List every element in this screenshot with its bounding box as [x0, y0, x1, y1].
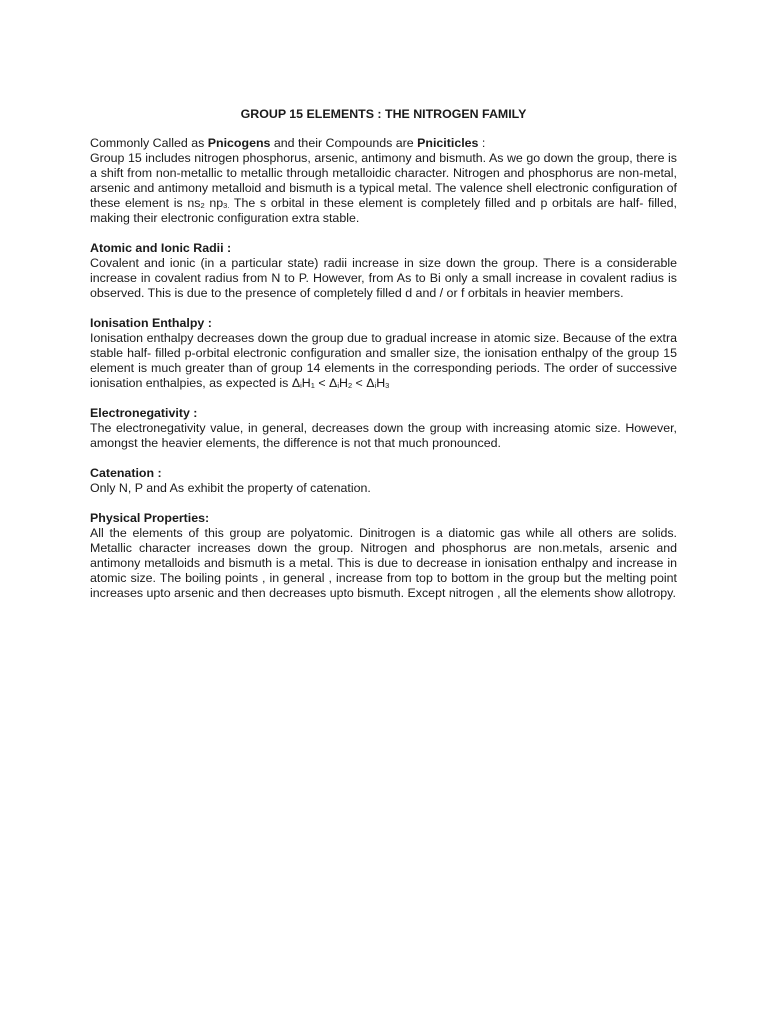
config-subscript-1: 2 [200, 201, 205, 210]
section-electronegativity [90, 406, 677, 451]
delta-symbol: Δ [329, 376, 338, 390]
eq-subscript: 3 [385, 381, 390, 390]
document-title: GROUP 15 ELEMENTS : THE NITROGEN FAMILY [240, 107, 527, 121]
enthalpy-order-equation [292, 376, 389, 390]
section-heading: Electronegativity : [90, 406, 198, 420]
eq-less-than: < [314, 376, 330, 390]
eq-subscript: 2 [347, 381, 353, 390]
intro-term-pniciticles: Pniciticles [417, 136, 479, 150]
intro-term-pnicogens: Pnicogens [207, 136, 271, 150]
section-heading: Physical Properties: [90, 511, 210, 525]
section-heading: Atomic and Ionic Radii : [90, 241, 232, 255]
eq-subscript: i [374, 381, 377, 390]
eq-less-than: < [352, 376, 367, 390]
eq-h: H [376, 376, 386, 390]
section-physical-properties [90, 511, 677, 601]
delta-symbol: Δ [291, 376, 301, 390]
eq-h: H [338, 376, 348, 390]
section-body: Only N, P and As exhibit the property of catenation. [90, 481, 371, 495]
section-body: Covalent and ionic (in a particular state) radii increase in size down the group. There is a considerable increase in covalent radius from N to P. However, from As to Bi only a small increase in covalent radius is observed. This is due to the presence of completely filled d and / or f orbitals in heavier members. [90, 256, 677, 300]
section-body [90, 331, 677, 391]
delta-symbol: Δ [366, 376, 375, 390]
intro-line [90, 136, 677, 151]
section-body: All the elements of this group are polyatomic. Dinitrogen is a diatomic gas while all others are solids. Metallic character increases down the group. Nitrogen and phosphorus are non.metals, arsenic and antimony metalloids and bismuth is a metal. This is due to decrease in ionisation enthalpy and increase in atomic size. The boiling points , in general , increase from top to bottom in the group but the melting point increases upto arsenic and then decreases upto bismuth. Except nitrogen , all the elements show allotropy. [90, 526, 677, 600]
section-heading: Catenation : [90, 466, 162, 480]
overview-text-1: Group 15 includes nitrogen phosphorus, arsenic, antimony and bismuth. As we go down the group, there is a shift from non-metallic to metallic through metalloidic character. Nitrogen and phosphorus are non-metal, arsenic and antimony metalloid and bismuth is a typical metal. The valence shell electronic configuration of these element is ns [90, 151, 677, 210]
config-subscript-2: 3. [223, 201, 230, 210]
eq-subscript: i [300, 381, 302, 390]
section-atomic-ionic-radii [90, 241, 677, 301]
section-catenation [90, 466, 677, 496]
section-ionisation-enthalpy [90, 316, 677, 391]
eq-subscript: 1 [310, 381, 315, 390]
overview-text-2: The s orbital in these element is completely filled and p orbitals are half- filled, making their electronic configuration extra stable. [90, 196, 677, 225]
section-body-text: Ionisation enthalpy decreases down the group due to gradual increase in atomic size. Because of the extra stable half- filled p-orbital electronic configuration and smaller size, the ionisation enthalpy of the group 15 element is much greater than of group 14 elements in the corresponding periods. The order of successive ionisation enthalpies, as expected is [90, 331, 677, 390]
config-mid: np [204, 196, 224, 210]
section-heading: Ionisation Enthalpy : [90, 316, 212, 330]
overview-paragraph [90, 151, 677, 226]
intro-prefix: Commonly Called as [90, 136, 208, 150]
intro-suffix: : [478, 136, 486, 150]
section-body: The electronegativity value, in general, decreases down the group with increasing atomic size. However, amongst the heavier elements, the difference is not that much pronounced. [90, 421, 677, 450]
document-page [90, 107, 677, 601]
eq-h: H [301, 376, 311, 390]
eq-subscript: i [337, 381, 339, 390]
intro-middle: and their Compounds are [270, 136, 418, 150]
